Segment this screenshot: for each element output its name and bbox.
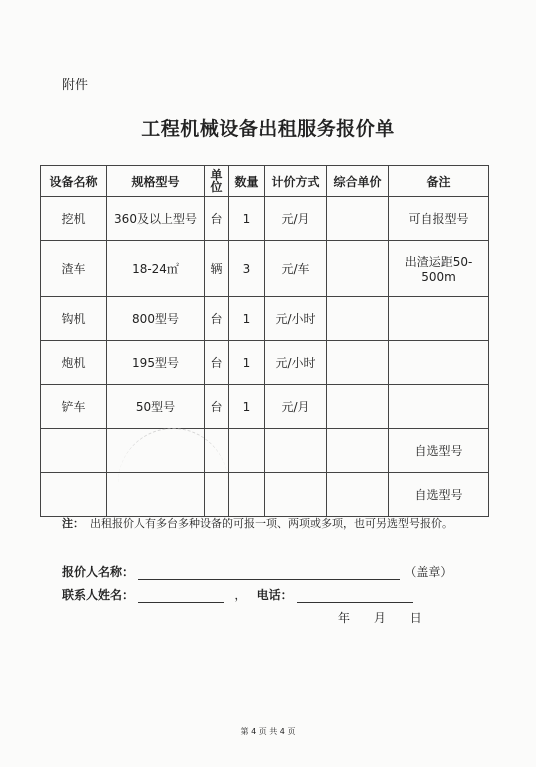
cell-equipment-name: 铲车 <box>41 385 107 429</box>
quoter-line <box>62 563 452 580</box>
footnote <box>62 515 453 531</box>
cell-unit-price <box>327 197 389 241</box>
contact-name-field[interactable] <box>138 590 224 603</box>
date-line <box>338 609 441 626</box>
quoter-name-field[interactable] <box>138 567 400 580</box>
phone-label: 电话： <box>256 588 293 602</box>
cell-spec-model: 195型号 <box>107 341 205 385</box>
cell-spec-model: 18-24㎡ <box>107 241 205 297</box>
cell-equipment-name: 渣车 <box>41 241 107 297</box>
contact-label: 联系人姓名： <box>62 588 135 602</box>
header-quantity: 数量 <box>229 166 265 197</box>
cell-unit: 台 <box>205 385 229 429</box>
cell-pricing-method: 元/车 <box>265 241 327 297</box>
cell-pricing-method: 元/月 <box>265 197 327 241</box>
header-unit <box>205 166 229 197</box>
cell-spec-model: 360及以上型号 <box>107 197 205 241</box>
quote-table <box>40 165 489 517</box>
cell-spec-model: 800型号 <box>107 297 205 341</box>
cell-quantity: 1 <box>229 297 265 341</box>
cell-unit: 辆 <box>205 241 229 297</box>
contact-line <box>62 586 413 603</box>
cell-unit-price <box>327 241 389 297</box>
page-title: 工程机械设备出租服务报价单 <box>141 118 395 140</box>
phone-field[interactable] <box>297 590 413 603</box>
header-pricing-method: 计价方式 <box>265 166 327 197</box>
cell-quantity: 3 <box>229 241 265 297</box>
header-unit-text: 单 位 <box>210 168 223 194</box>
cell-quantity: 1 <box>229 197 265 241</box>
cell-remarks <box>389 341 489 385</box>
header-spec-model: 规格型号 <box>107 166 205 197</box>
cell-unit-price <box>327 385 389 429</box>
table-row <box>41 429 489 473</box>
cell-quantity: 1 <box>229 341 265 385</box>
cell-quantity <box>229 429 265 473</box>
cell-equipment-name <box>41 473 107 517</box>
date-day: 日 <box>409 611 423 625</box>
cell-remarks <box>389 297 489 341</box>
cell-pricing-method: 元/月 <box>265 385 327 429</box>
header-unit-price: 综合单价 <box>327 166 389 197</box>
cell-unit-price <box>327 341 389 385</box>
cell-unit-price <box>327 473 389 517</box>
table-row <box>41 385 489 429</box>
table-row <box>41 297 489 341</box>
header-remarks: 备注 <box>389 166 489 197</box>
footnote-text: 出租报价人有多台多种设备的可报一项、两项或多项，也可另选型号报价。 <box>90 517 453 530</box>
cell-spec-model: 50型号 <box>107 385 205 429</box>
quoter-label: 报价人名称： <box>62 565 135 579</box>
cell-pricing-method: 元/小时 <box>265 341 327 385</box>
cell-remarks: 出渣运距50-500m <box>389 241 489 297</box>
cell-remarks: 可自报型号 <box>389 197 489 241</box>
table-row <box>41 473 489 517</box>
attachment-label: 附件 <box>62 78 89 93</box>
cell-remarks: 自选型号 <box>389 429 489 473</box>
cell-unit: 台 <box>205 297 229 341</box>
cell-quantity: 1 <box>229 385 265 429</box>
page-footer: 第 4 页 共 4 页 <box>240 727 296 736</box>
cell-pricing-method <box>265 473 327 517</box>
cell-equipment-name: 钩机 <box>41 297 107 341</box>
cell-unit: 台 <box>205 197 229 241</box>
cell-pricing-method: 元/小时 <box>265 297 327 341</box>
cell-pricing-method <box>265 429 327 473</box>
date-year: 年 <box>338 611 352 625</box>
footnote-label: 注： <box>62 517 84 530</box>
cell-equipment-name <box>41 429 107 473</box>
cell-unit-price <box>327 297 389 341</box>
cell-unit-price <box>327 429 389 473</box>
table-header-row <box>41 166 489 197</box>
cell-equipment-name: 炮机 <box>41 341 107 385</box>
cell-unit: 台 <box>205 341 229 385</box>
table-row <box>41 341 489 385</box>
cell-remarks <box>389 385 489 429</box>
table-row <box>41 241 489 297</box>
cell-remarks: 自选型号 <box>389 473 489 517</box>
header-equipment-name: 设备名称 <box>41 166 107 197</box>
separator: ， <box>234 588 247 602</box>
cell-quantity <box>229 473 265 517</box>
cell-equipment-name: 挖机 <box>41 197 107 241</box>
seal-label: （盖章） <box>404 565 453 579</box>
date-month: 月 <box>373 611 387 625</box>
table-row <box>41 197 489 241</box>
